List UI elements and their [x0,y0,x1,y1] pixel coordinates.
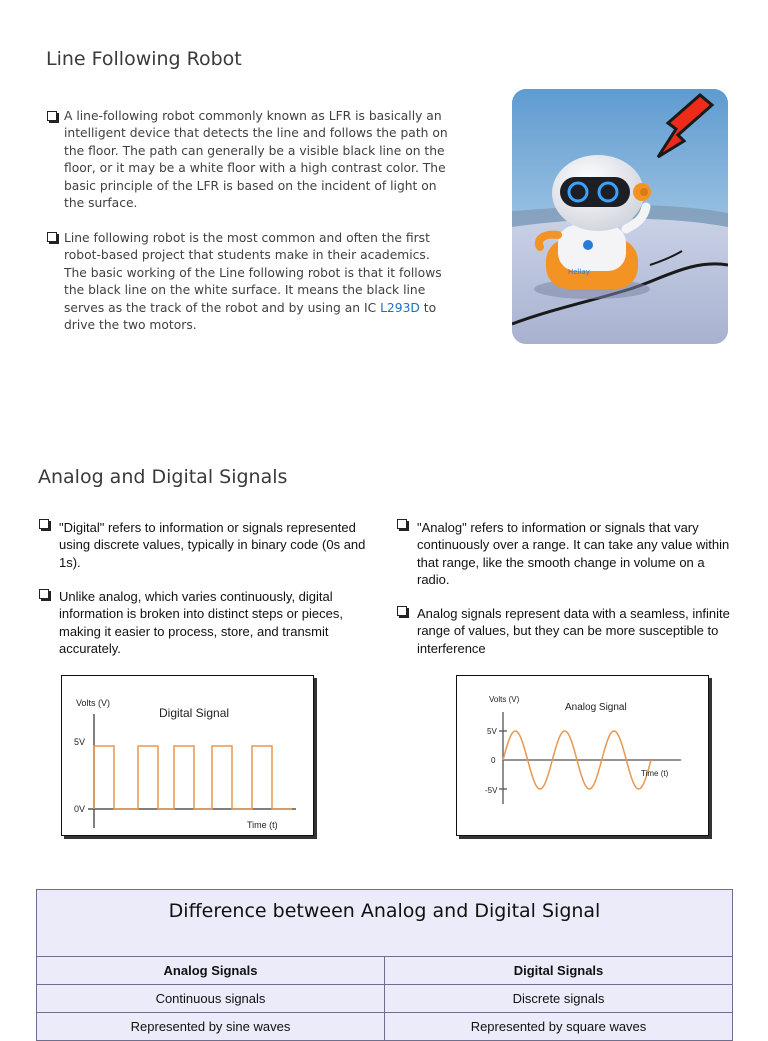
digital-signal-figure [61,675,314,836]
analog-tick-pos: 5V [487,727,497,736]
analog-tick-neg: -5V [485,786,498,795]
table-header-cell: Digital Signals [385,957,733,985]
bullet-icon [397,519,407,529]
table-header-cell: Analog Signals [37,957,385,985]
robot-brand-text: Hellay [568,268,590,276]
digital-xlabel: Time (t) [247,820,278,830]
difference-table [36,889,733,1041]
digital-ylabel: Volts (V) [76,698,111,708]
table-cell: Discrete signals [385,985,733,1013]
digital-paragraph-2: Unlike analog, which varies continuously, digital information is broken into distinct steps or pieces, making it easier to process, store, and transmit accurately. [59,589,343,657]
lfr-paragraph-2-text: Line following robot is the most common and often the first robot-based project that students make in their academics. The basic working of the Line following robot is that it follows the black line on the white surface. It means the black line serves as the track of the robot and by using an IC [64,231,442,315]
bullet-icon [397,606,407,616]
lfr-paragraph-2-tail: to drive the two motors. [64,300,437,333]
bullet-icon [47,232,57,242]
digital-waveform [94,746,292,809]
analog-signal-figure [456,675,709,836]
analog-paragraph-2: Analog signals represent data with a seamless, infinite range of values, but they can be more susceptible to interference [417,606,730,656]
table-row [37,985,733,1013]
digital-tick-high: 5V [74,737,86,747]
bullet-icon [39,519,49,529]
analog-xlabel: Time (t) [641,769,669,778]
table-cell: Represented by sine waves [37,1013,385,1041]
digital-title: Digital Signal [159,706,230,720]
analog-title: Analog Signal [565,702,627,713]
table-title-row [37,890,733,957]
analog-paragraph-1: "Analog" refers to information or signals that vary continuously over a range. It can take any value within that range, like the smooth change in volume on a radio. [417,520,730,588]
analog-ylabel: Volts (V) [489,695,520,704]
analog-tick-zero: 0 [491,756,496,765]
digital-tick-low: 0V [74,804,86,814]
lfr-paragraph-1: A line-following robot commonly known as LFR is basically an intelligent device that detects the line and follows the path on the floor. The path can generally be a visible black line on the floor, or it may be a white floor with a high contrast color. The basic principle of the LFR is based on the incident of light on the surface. [64,109,448,211]
table-cell: Represented by square waves [385,1013,733,1041]
table-row [37,1013,733,1041]
digital-paragraph-1: "Digital" refers to information or signals represented using discrete values, typically in binary code (0s and 1s). [59,520,366,570]
table-header-row [37,957,733,985]
ic-link[interactable]: L293D [380,300,420,315]
lfr-paragraph-2 [64,230,456,334]
section-title-signals: Analog and Digital Signals [38,466,288,488]
robot-image [512,89,728,344]
section-title-lfr: Line Following Robot [46,48,242,70]
table-title: Difference between Analog and Digital Signal [37,890,733,957]
bullet-icon [39,589,49,599]
table-cell: Continuous signals [37,985,385,1013]
bullet-icon [47,111,57,121]
